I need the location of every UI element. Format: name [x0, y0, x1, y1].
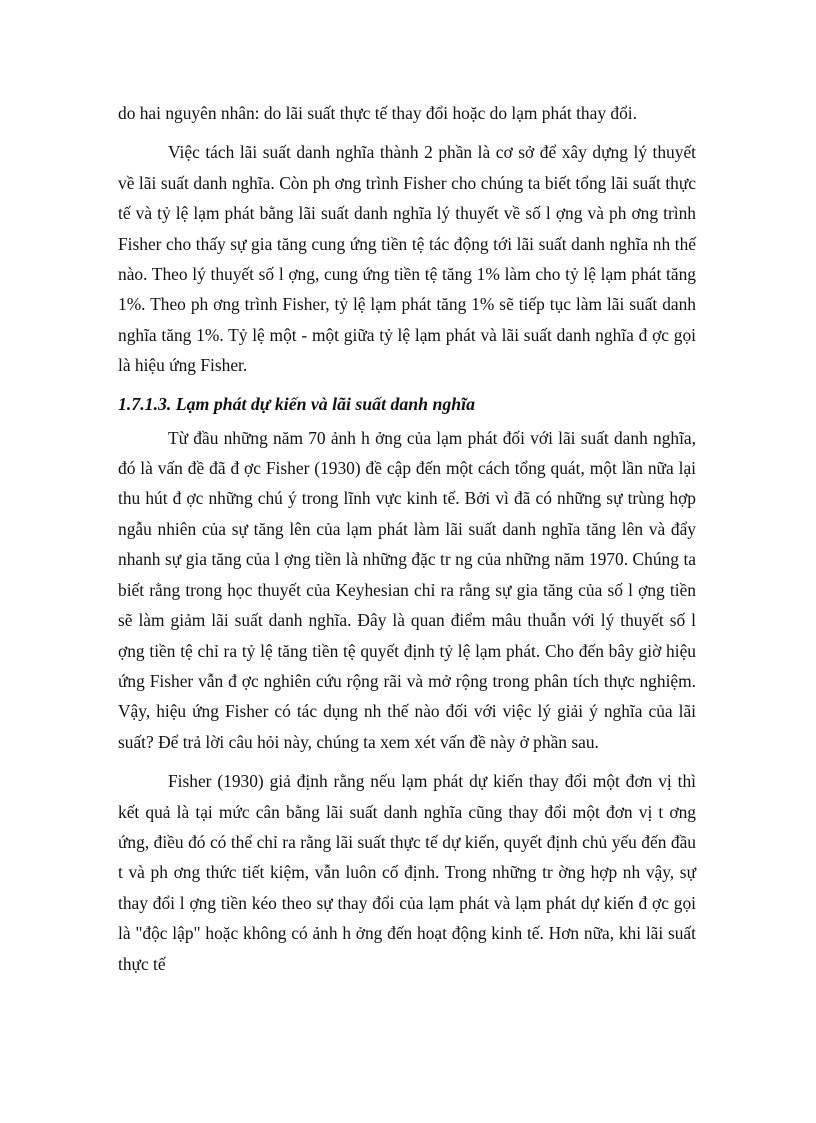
paragraph-gap [118, 757, 696, 766]
document-page [118, 98, 696, 979]
section-heading: 1.7.1.3. Lạm phát dự kiến và lãi suất danh nghĩa [118, 393, 475, 414]
paragraph-continuation: do hai nguyên nhân: do lãi suất thực tế thay đổi hoặc do lạm phát thay đổi. [118, 103, 637, 123]
paragraph-gap [118, 128, 696, 137]
paragraph-fisher-assumption: Fisher (1930) giả định rằng nếu lạm phát dự kiến thay đổi một đơn vị thì kết quả là tại mức cân bằng lãi suất danh nghĩa cũng thay đổi một đơn vị t ơng ứng, điều đó có thể chỉ ra rằng lãi suất thực tế dự kiến, quyết định chủ yếu đến đầu t và ph ơng thức tiết kiệm, vẫn luôn cố định. Trong những tr ờng hợp nh vậy, sự thay đổi l ợng tiền kéo theo sự thay đổi của lạm phát và lạm phát dự kiến đ ợc gọi là "độc lập" hoặc không có ảnh h ởng đến hoạt động kinh tế. Hơn nữa, khi lãi suất thực tế [118, 771, 696, 974]
paragraph-fisher-effect-history: Từ đầu những năm 70 ảnh h ởng của lạm phát đối với lãi suất danh nghĩa, đó là vấn đề đã đ ợc Fisher (1930) đề cập đến một cách tổng quát, một lần nữa lại thu hút đ ợc những chú ý trong lĩnh vực kinh tế. Bởi vì đã có những sự trùng hợp ngẫu nhiên của sự tăng lên của lạm phát làm lãi suất danh nghĩa tăng lên và đẩy nhanh sự gia tăng của l ợng tiền là những đặc tr ng của những năm 1970. Chúng ta biết rằng trong học thuyết của Keyhesian chỉ ra rằng sự gia tăng của số l ợng tiền sẽ làm giảm lãi suất danh nghĩa. Đây là quan điểm mâu thuẫn với lý thuyết số l ợng tiền tệ chỉ ra tỷ lệ tăng tiền tệ quyết định tỷ lệ lạm phát. Cho đến bây giờ hiệu ứng Fisher vẫn đ ợc nghiên cứu rộng rãi và mở rộng trong phân tích thực nghiệm. Vậy, hiệu ứng Fisher có tác dụng nh thế nào đối với việc lý giải ý nghĩa của lãi suất? Để trả lời câu hỏi này, chúng ta xem xét vấn đề này ở phần sau. [118, 427, 696, 752]
paragraph-fisher-equation: Việc tách lãi suất danh nghĩa thành 2 phần là cơ sở để xây dựng lý thuyết về lãi suất danh nghĩa. Còn ph ơng trình Fisher cho chúng ta biết tổng lãi suất thực tế và tỷ lệ lạm phát bằng lãi suất danh nghĩa lý thuyết về số l ợng và ph ơng trình Fisher cho thấy sự gia tăng cung ứng tiền tệ tác động tới lãi suất danh nghĩa nh thế nào. Theo lý thuyết số l ợng, cung ứng tiền tệ tăng 1% làm cho tỷ lệ lạm phát tăng 1%. Theo ph ơng trình Fisher, tỷ lệ lạm phát tăng 1% sẽ tiếp tục làm lãi suất danh nghĩa tăng 1%. Tỷ lệ một - một giữa tỷ lệ lạm phát và lãi suất danh nghĩa đ ợc gọi là hiệu ứng Fisher. [118, 142, 696, 376]
